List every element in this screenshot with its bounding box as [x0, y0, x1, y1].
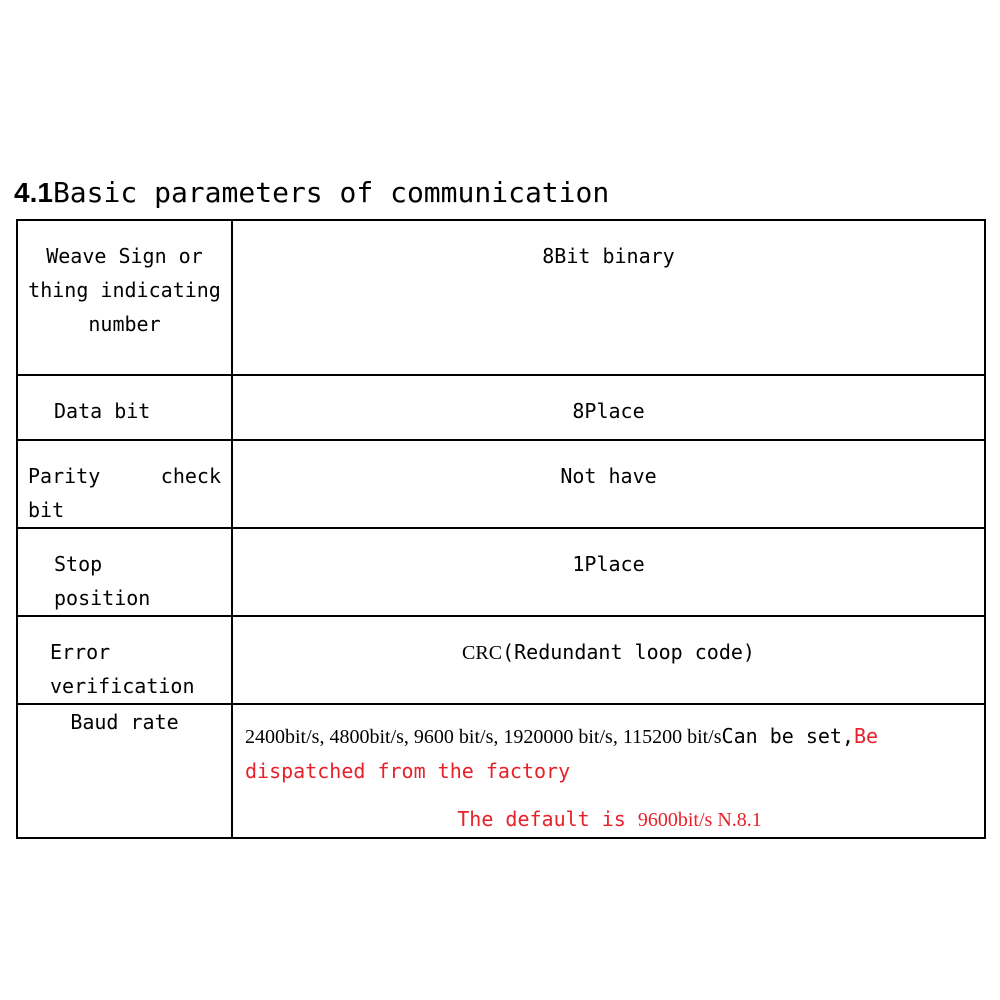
- row-value: Not have: [232, 440, 985, 528]
- crc-description: (Redundant loop code): [502, 640, 755, 664]
- default-setting: [245, 802, 974, 837]
- row-value: [232, 616, 985, 704]
- table-row: [17, 220, 985, 375]
- section-heading: [14, 173, 609, 213]
- table-row: [17, 528, 985, 616]
- communication-parameters-table: [16, 219, 986, 839]
- row-label: Error verification: [17, 616, 232, 704]
- row-value: 8Place: [232, 375, 985, 440]
- row-value: 8Bit binary: [232, 220, 985, 375]
- row-label: Weave Sign or thing indicating number: [17, 220, 232, 375]
- table-row: [17, 440, 985, 528]
- row-label: Parity check bit: [17, 440, 232, 528]
- row-label: Baud rate: [17, 704, 232, 838]
- row-value: 1Place: [232, 528, 985, 616]
- section-number: 4.1: [14, 177, 53, 208]
- factory-note: Be dispatched from the factory: [245, 724, 879, 783]
- crc-label: CRC: [462, 642, 503, 664]
- default-prefix: The default is: [457, 807, 638, 831]
- default-value: 9600bit/s N.8.1: [637, 809, 762, 831]
- row-label: Stop position: [17, 528, 232, 616]
- table-row: [17, 375, 985, 440]
- row-value: [232, 704, 985, 838]
- table-row: [17, 616, 985, 704]
- section-title: Basic parameters of communication: [52, 176, 610, 209]
- baud-rate-list: 2400bit/s, 4800bit/s, 9600 bit/s, 1920000 bit/s, 115200 bit/s: [245, 726, 722, 748]
- baud-settable-note: Can be set,: [721, 724, 854, 748]
- table-row: [17, 704, 985, 838]
- row-label: Data bit: [17, 375, 232, 440]
